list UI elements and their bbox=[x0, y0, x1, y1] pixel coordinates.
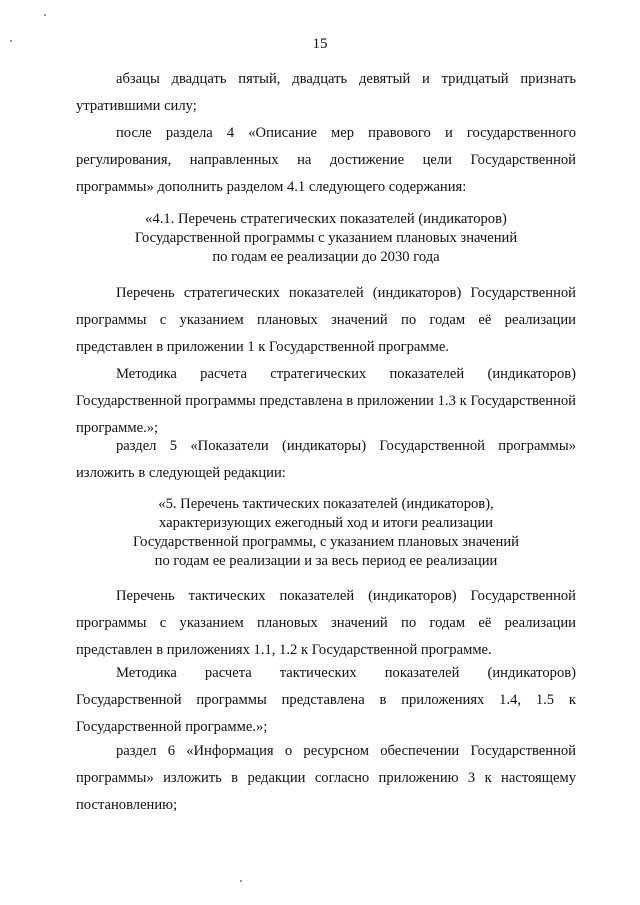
heading-line: характеризующих ежегодный ход и итоги реализации bbox=[159, 515, 493, 531]
paragraph-strategic-method: Методика расчета стратегических показателей (индикаторов) Государственной программы представлена в приложении 1.3 к Государственной программе.»; bbox=[76, 366, 576, 436]
heading-line: Государственной программы с указанием плановых значений bbox=[134, 230, 518, 246]
scan-speck bbox=[10, 40, 12, 42]
scan-speck bbox=[44, 14, 46, 16]
scan-speck bbox=[240, 880, 242, 882]
heading-line: «4.1. Перечень стратегических показателей (индикаторов) bbox=[145, 211, 507, 227]
section-5-heading bbox=[76, 495, 576, 571]
paragraph-tactical-list: Перечень тактических показателей (индикаторов) Государственной программы с указанием плановых значений по годам её реализации представлен в приложениях 1.1, 1.2 к Государственной программе. bbox=[76, 588, 576, 658]
heading-line: по годам ее реализации до 2030 года bbox=[212, 249, 440, 265]
section-4-1-heading bbox=[76, 210, 576, 267]
heading-line: Государственной программы, с указанием плановых значений bbox=[133, 534, 519, 550]
paragraph-tactical-method: Методика расчета тактических показателей (индикаторов) Государственной программы представлена в приложениях 1.4, 1.5 к Государственной программе.»; bbox=[76, 665, 576, 735]
paragraph-strategic-list: Перечень стратегических показателей (индикаторов) Государственной программы с указанием плановых значений по годам её реализации представлен в приложении 1 к Государственной программе. bbox=[76, 285, 576, 355]
paragraph-repeal-clauses: абзацы двадцать пятый, двадцать девятый и тридцатый признать утратившими силу; bbox=[76, 71, 576, 114]
heading-line: «5. Перечень тактических показателей (индикаторов), bbox=[158, 496, 494, 512]
page-number: 15 bbox=[312, 36, 328, 52]
heading-line: по годам ее реализации и за весь период ее реализации bbox=[154, 553, 498, 569]
paragraph-section-6-replace: раздел 6 «Информация о ресурсном обеспечении Государственной программы» изложить в редакции согласно приложению 3 к настоящему постановлению; bbox=[76, 743, 576, 813]
paragraph-section-5-replace: раздел 5 «Показатели (индикаторы) Государственной программы» изложить в следующей редакции: bbox=[76, 438, 576, 481]
paragraph-add-section-4-1: после раздела 4 «Описание мер правового и государственного регулирования, направленных на достижение цели Государственной программы» дополнить разделом 4.1 следующего содержания: bbox=[76, 125, 576, 195]
